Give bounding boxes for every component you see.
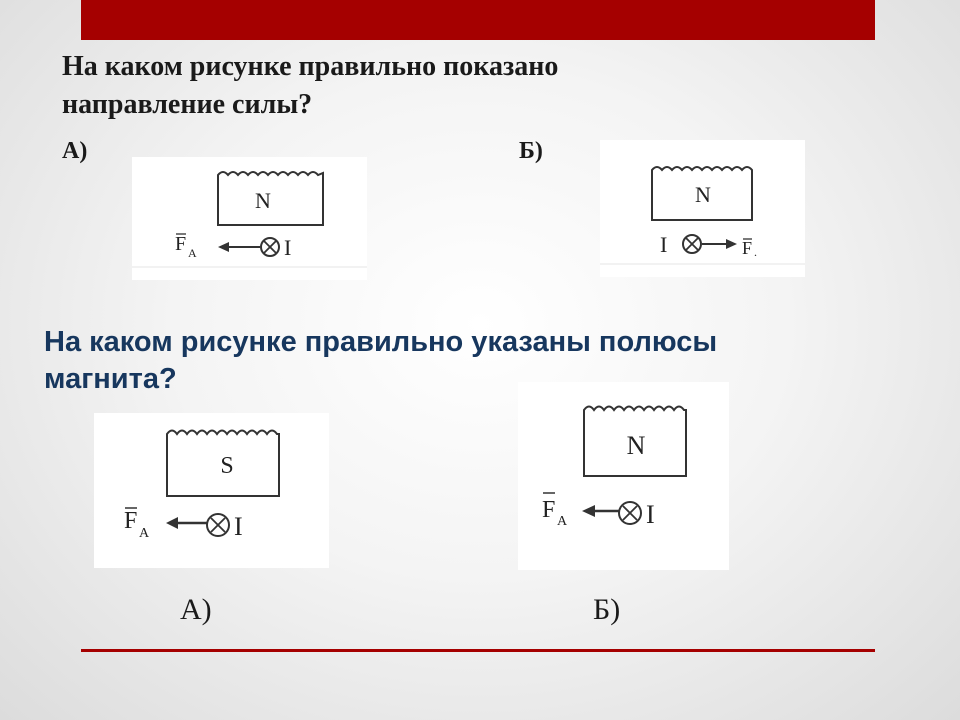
magnet-pole-label: N [695,182,711,207]
current-label: I [660,232,668,257]
force-subscript: . [754,245,757,259]
question-2-line-1: На каком рисунке правильно указаны полюсы [44,326,718,358]
bottom-accent-line [81,649,875,652]
force-subscript: A [188,246,197,260]
question-2-line-2: магнита? [44,363,177,395]
q2-figure-a [94,413,329,568]
q2-answer-a: А) [180,593,212,626]
q1-label-a: А) [62,138,88,164]
force-subscript: A [139,526,150,541]
question-1-line-2: направление силы? [62,89,313,120]
question-1-text [62,48,762,124]
force-arrowhead [218,242,229,252]
question-2-text [44,324,924,398]
q1-figure-b-diagram [600,140,805,277]
q1-label-b: Б) [519,138,543,164]
force-subscript: A [557,514,568,529]
current-label: I [234,512,243,541]
magnet-pole-label: S [220,453,234,479]
q2-figure-b [518,382,729,570]
force-arrowhead [726,239,737,249]
force-label: F [542,497,556,523]
q2-figure-a-diagram [94,413,329,568]
top-accent-bar [81,0,875,40]
q2-answer-b: Б) [593,593,621,626]
force-arrowhead [582,505,595,517]
current-label: I [646,500,655,529]
magnet-pole-label: N [626,431,646,460]
q1-figure-b [600,140,805,277]
q1-figure-a-diagram [132,157,367,280]
q1-figure-a [132,157,367,280]
current-label: I [284,235,292,260]
force-label: F [742,238,753,258]
force-label: F [175,233,187,255]
question-1-line-1: На каком рисунке правильно показано [62,51,559,82]
force-label: F [124,508,138,534]
q2-figure-b-diagram [518,382,729,570]
force-arrowhead [166,517,178,529]
magnet-pole-label: N [255,188,271,213]
